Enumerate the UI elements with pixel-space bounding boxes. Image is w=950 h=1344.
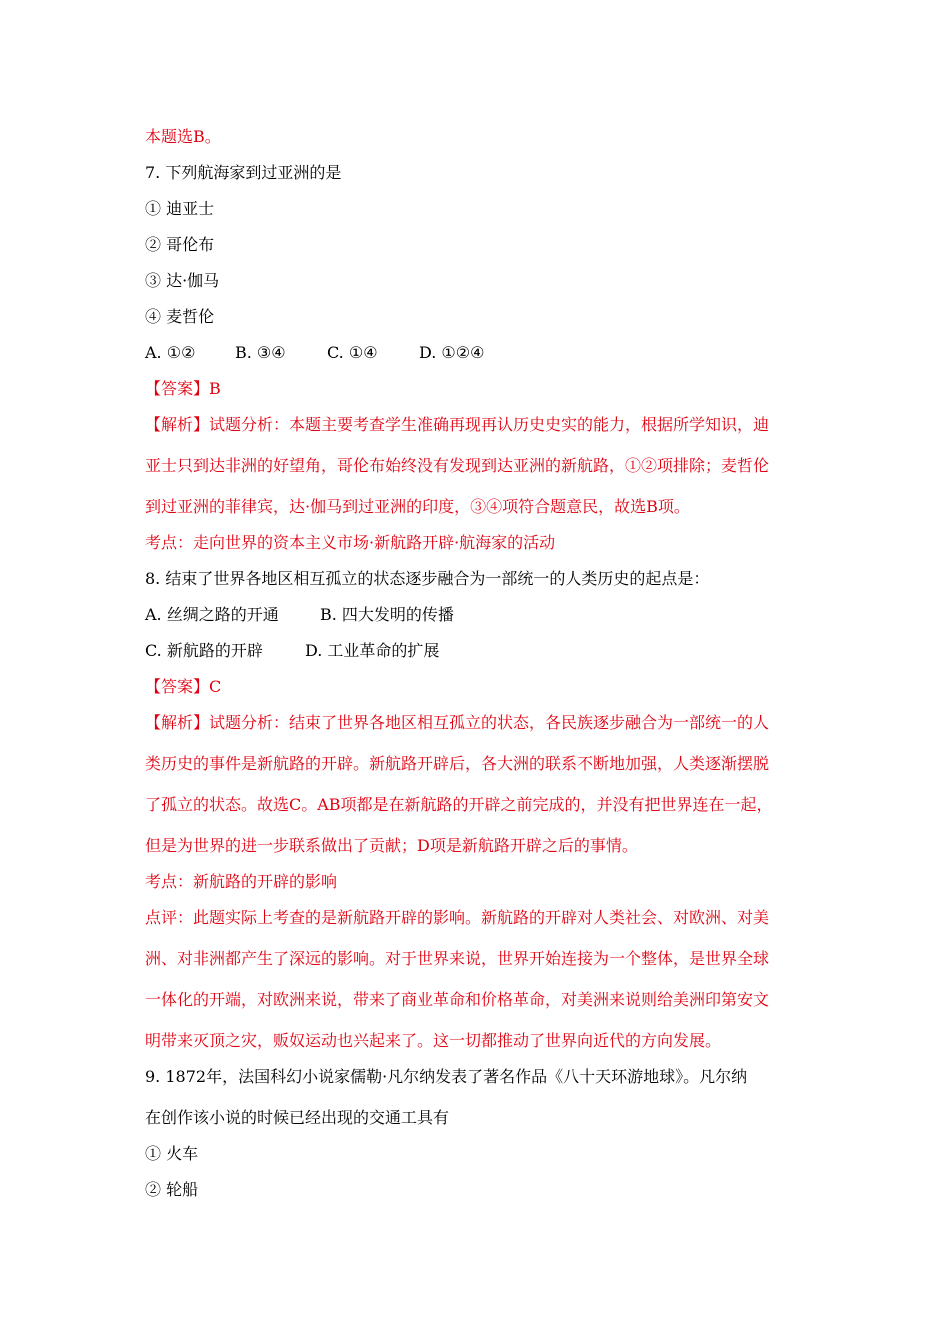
question-7-option-c: C. ①④ — [327, 343, 378, 362]
question-7-options — [145, 343, 484, 363]
question-8-options-row-2 — [145, 641, 439, 661]
question-8-option-a: A. 丝绸之路的开通 — [145, 605, 279, 624]
question-7-answer: 【答案】B — [145, 379, 221, 398]
question-7-option-b: B. ③④ — [235, 343, 286, 362]
question-8-analysis-line-2: 类历史的事件是新航路的开辟。新航路开辟后，各大洲的联系不断地加强，人类逐渐摆脱 — [145, 754, 770, 773]
question-7-analysis-line-3: 到过亚洲的菲律宾，达·伽马到过亚洲的印度，③④项符合题意民，故选B项。 — [145, 497, 690, 516]
question-7-stem: 7. 下列航海家到过亚洲的是 — [145, 163, 342, 182]
question-7-item-3: ③ 达·伽马 — [145, 271, 220, 290]
question-7-analysis-line-2: 亚士只到达非洲的好望角，哥伦布始终没有发现到达亚洲的新航路，①②项排除；麦哲伦 — [145, 456, 770, 475]
question-9-stem-line-2: 在创作该小说的时候已经出现的交通工具有 — [145, 1108, 450, 1127]
question-9-item-1: ① 火车 — [145, 1144, 199, 1163]
question-7-item-4: ④ 麦哲伦 — [145, 307, 215, 326]
question-8-option-d: D. 工业革命的扩展 — [305, 641, 440, 660]
question-8-analysis-line-4: 但是为世界的进一步联系做出了贡献；D项是新航路开辟之后的事情。 — [145, 836, 638, 855]
question-8-option-b: B. 四大发明的传播 — [320, 605, 454, 624]
previous-answer-conclusion: 本题选B。 — [145, 127, 221, 146]
question-7-analysis-line-1: 【解析】试题分析：本题主要考查学生准确再现再认历史史实的能力，根据所学知识，迪 — [145, 415, 770, 434]
question-7-option-a: A. ①② — [145, 343, 196, 362]
question-7-knowledge-point: 考点：走向世界的资本主义市场·新航路开辟·航海家的活动 — [145, 533, 556, 552]
question-8-knowledge-point: 考点：新航路的开辟的影响 — [145, 872, 338, 891]
question-7-item-1: ① 迪亚士 — [145, 199, 215, 218]
question-8-option-c: C. 新航路的开辟 — [145, 641, 263, 660]
question-8-comment-line-2: 洲、对非洲都产生了深远的影响。对于世界来说，世界开始连接为一个整体，是世界全球 — [145, 949, 770, 968]
question-9-item-2: ② 轮船 — [145, 1180, 199, 1199]
question-8-options-row-1 — [145, 605, 454, 625]
question-7-item-2: ② 哥伦布 — [145, 235, 215, 254]
question-8-comment-line-4: 明带来灭顶之灾，贩奴运动也兴起来了。这一切都推动了世界向近代的方向发展。 — [145, 1031, 722, 1050]
question-8-comment-line-3: 一体化的开端，对欧洲来说，带来了商业革命和价格革命，对美洲来说则给美洲印第安文 — [145, 990, 770, 1009]
question-8-comment-line-1: 点评：此题实际上考查的是新航路开辟的影响。新航路的开辟对人类社会、对欧洲、对美 — [145, 908, 770, 927]
question-8-analysis-line-3: 了孤立的状态。故选C。AB项都是在新航路的开辟之前完成的，并没有把世界连在一起， — [145, 795, 773, 814]
question-7-option-d: D. ①②④ — [419, 343, 485, 362]
question-9-stem-line-1: 9. 1872年，法国科幻小说家儒勒·凡尔纳发表了著名作品《八十天环游地球》。凡尔纳 — [145, 1067, 748, 1086]
question-8-stem: 8. 结束了世界各地区相互孤立的状态逐步融合为一部统一的人类历史的起点是： — [145, 569, 710, 588]
question-8-answer: 【答案】C — [145, 677, 222, 696]
question-8-analysis-line-1: 【解析】试题分析：结束了世界各地区相互孤立的状态，各民族逐步融合为一部统一的人 — [145, 713, 770, 732]
